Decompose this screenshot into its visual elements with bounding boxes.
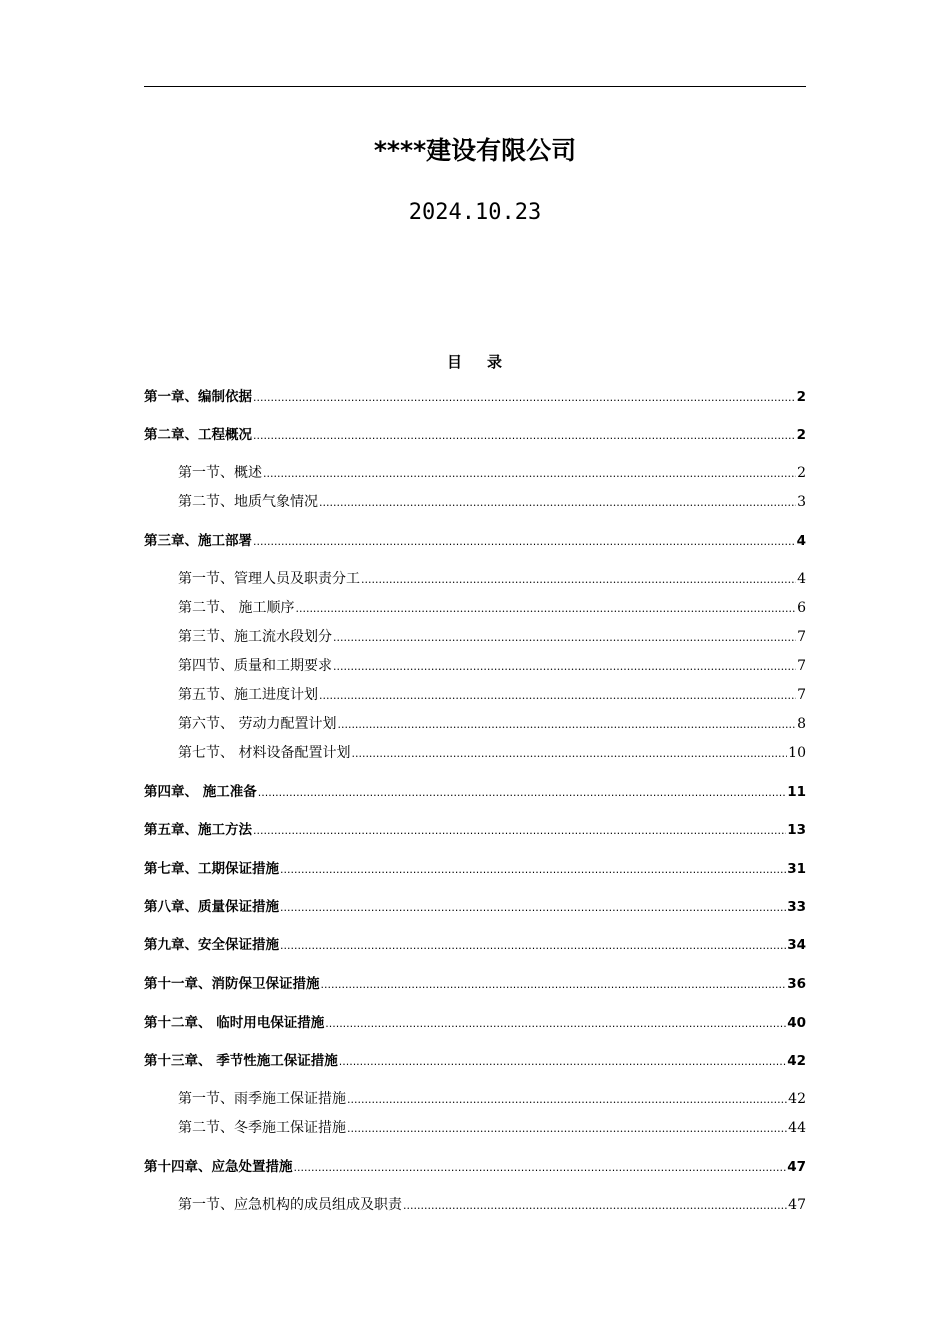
toc-chapter-entry[interactable]: [144, 780, 806, 800]
toc-entry-label: 第一节、管理人员及职责分工: [178, 571, 360, 587]
company-name: ****建设有限公司: [373, 136, 577, 165]
toc-title-right: 录: [487, 353, 504, 371]
toc-section-entry[interactable]: [178, 1194, 806, 1214]
toc-dot-leader: [319, 494, 796, 510]
toc-page-number: 34: [787, 937, 806, 953]
toc-dot-leader: [319, 687, 796, 703]
toc-entry-label: 第三节、施工流水段划分: [178, 629, 332, 645]
toc-dot-leader: [253, 533, 796, 549]
toc-dot-leader: [295, 600, 796, 616]
toc-section-entry[interactable]: [178, 655, 806, 675]
toc-page-number: 36: [787, 976, 806, 992]
toc-dot-leader: [263, 465, 796, 481]
toc-dot-leader: [333, 629, 796, 645]
toc-page-number: 2: [797, 465, 806, 481]
toc-chapter-entry[interactable]: [144, 933, 806, 953]
toc-page-number: 47: [788, 1197, 806, 1213]
toc-page-number: 7: [797, 658, 806, 674]
toc-dot-leader: [347, 1091, 787, 1107]
toc-section-entry[interactable]: [178, 568, 806, 588]
toc-entry-label: 第五章、施工方法: [144, 822, 252, 838]
toc-page-number: 31: [787, 861, 806, 877]
toc-entry-label: 第六节、 劳动力配置计划: [178, 716, 337, 732]
toc-entry-label: 第二节、冬季施工保证措施: [178, 1120, 346, 1136]
toc-dot-leader: [253, 822, 786, 838]
toc-dot-leader: [294, 1159, 787, 1175]
toc-page-number: 2: [796, 427, 806, 443]
toc-section-entry[interactable]: [178, 1117, 806, 1137]
toc-chapter-entry[interactable]: [144, 818, 806, 838]
toc-entry-label: 第十二章、 临时用电保证措施: [144, 1015, 325, 1031]
toc-dot-leader: [321, 976, 787, 992]
document-date: 2024.10.23: [408, 200, 542, 225]
toc-entry-label: 第一节、概述: [178, 465, 262, 481]
toc-page-number: 7: [797, 687, 806, 703]
toc-entry-label: 第七节、 材料设备配置计划: [178, 745, 351, 761]
toc-entry-label: 第一章、编制依据: [144, 389, 252, 405]
toc-chapter-entry[interactable]: [144, 1155, 806, 1175]
toc-page-number: 8: [797, 716, 806, 732]
toc-chapter-entry[interactable]: [144, 895, 806, 915]
toc-entry-label: 第八章、质量保证措施: [144, 899, 279, 915]
toc-entry-label: 第二节、地质气象情况: [178, 494, 318, 510]
toc-dot-leader: [325, 1015, 786, 1031]
toc-page-number: 42: [787, 1053, 806, 1069]
toc-dot-leader: [361, 571, 796, 587]
toc-entry-label: 第十一章、消防保卫保证措施: [144, 976, 320, 992]
toc-dot-leader: [337, 716, 796, 732]
toc-page-number: 11: [787, 784, 806, 800]
toc-dot-leader: [280, 899, 786, 915]
toc-entry-label: 第五节、施工进度计划: [178, 687, 318, 703]
toc-entry-label: 第七章、工期保证措施: [144, 861, 279, 877]
toc-dot-leader: [333, 658, 796, 674]
toc-entry-label: 第四章、 施工准备: [144, 784, 257, 800]
toc-chapter-entry[interactable]: [144, 1011, 806, 1031]
toc-page-number: 6: [797, 600, 806, 616]
toc-page-number: 47: [787, 1159, 806, 1175]
toc-page-number: 40: [787, 1015, 806, 1031]
toc-chapter-entry[interactable]: [144, 529, 806, 549]
toc-entry-label: 第三章、施工部署: [144, 533, 252, 549]
toc-chapter-entry[interactable]: [144, 1049, 806, 1069]
toc-section-entry[interactable]: [178, 713, 806, 733]
toc-section-entry[interactable]: [178, 742, 806, 762]
toc-entry-label: 第二章、工程概况: [144, 427, 252, 443]
toc-title-left: 目: [446, 353, 463, 371]
toc-dot-leader: [280, 937, 786, 953]
toc-page-number: 2: [796, 389, 806, 405]
toc-dot-leader: [258, 784, 787, 800]
toc-page-number: 33: [787, 899, 806, 915]
toc-entry-label: 第二节、 施工顺序: [178, 600, 295, 616]
toc-entry-label: 第一节、应急机构的成员组成及职责: [178, 1197, 402, 1213]
toc-dot-leader: [403, 1197, 787, 1213]
toc-entry-label: 第十三章、 季节性施工保证措施: [144, 1053, 338, 1069]
toc-entry-label: 第十四章、应急处置措施: [144, 1159, 293, 1175]
toc-section-entry[interactable]: [178, 684, 806, 704]
toc-chapter-entry[interactable]: [144, 423, 806, 443]
toc-dot-leader: [351, 745, 787, 761]
toc-chapter-entry[interactable]: [144, 385, 806, 405]
toc-section-entry[interactable]: [178, 1088, 806, 1108]
toc-page-number: 13: [787, 822, 806, 838]
toc-section-entry[interactable]: [178, 597, 806, 617]
toc-entry-label: 第九章、安全保证措施: [144, 937, 279, 953]
toc-section-entry[interactable]: [178, 626, 806, 646]
toc-page-number: 44: [788, 1120, 806, 1136]
toc-section-entry[interactable]: [178, 462, 806, 482]
toc-page-number: 3: [797, 494, 806, 510]
toc-section-entry[interactable]: [178, 491, 806, 511]
toc-dot-leader: [339, 1053, 787, 1069]
toc-page-number: 7: [797, 629, 806, 645]
toc-dot-leader: [347, 1120, 787, 1136]
toc-entry-label: 第一节、雨季施工保证措施: [178, 1091, 346, 1107]
toc-dot-leader: [280, 861, 786, 877]
toc-page-number: 42: [788, 1091, 806, 1107]
toc-entry-label: 第四节、质量和工期要求: [178, 658, 332, 674]
toc-dot-leader: [253, 389, 796, 405]
toc-chapter-entry[interactable]: [144, 857, 806, 877]
toc-chapter-entry[interactable]: [144, 972, 806, 992]
toc-page-number: 4: [797, 571, 806, 587]
toc-page-number: 10: [788, 745, 806, 761]
toc-dot-leader: [253, 427, 796, 443]
toc-page-number: 4: [796, 533, 806, 549]
